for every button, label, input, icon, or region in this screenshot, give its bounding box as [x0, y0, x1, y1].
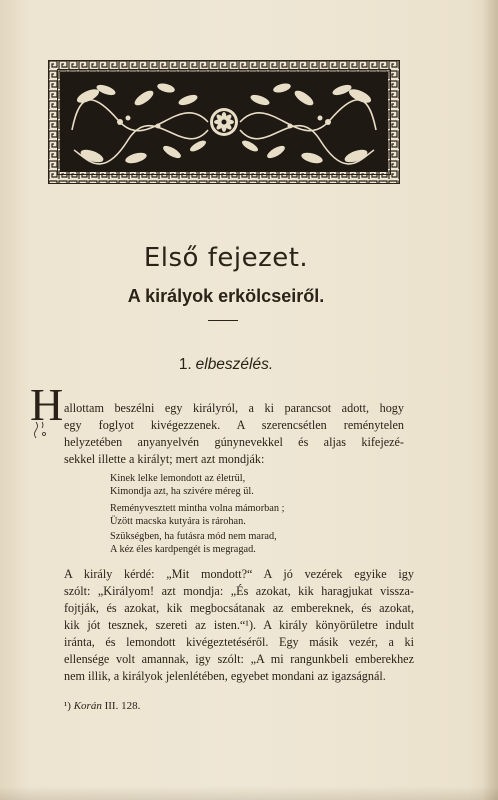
section-heading-text: elbeszélés.	[195, 356, 274, 373]
verse-line: Kinek lelke lemondott az életrül,	[110, 473, 246, 484]
verse-line: Szükségben, ha futásra mód nem marad,	[110, 531, 277, 542]
paragraph-1-line: egy foglyot kivégezzenek. A szerencsétlen reménytelen	[64, 418, 404, 432]
paragraph-2-line: ellensége volt amannak, igy szólt: „A mi rangunkbeli emberekhez	[64, 652, 414, 666]
paragraph-2-line: nem illik, a királyok jelenlétében, egyebet mondani az igazságnál.	[64, 669, 386, 683]
paragraph-1-line: allottam beszélni egy királyról, a ki parancsot adott, hogy	[64, 401, 404, 415]
chapter-subtitle: A királyok erkölcseiről.	[127, 286, 325, 306]
paragraph-1-line: helyzetében anyanyelvén gúnynevekkel és aljas kifejezé-	[64, 435, 404, 449]
floral-headpiece-ornament	[48, 60, 400, 184]
paragraph-2-line: kik jót tesznek, szereti az isten.“¹). A király könyörületre indult	[64, 618, 414, 632]
verse-stanza-1	[110, 472, 410, 498]
verse-line: Üzött macska kutyára is rárohan.	[110, 516, 246, 527]
footnote	[64, 700, 140, 712]
dropcap-glyph: H	[30, 379, 64, 430]
dropcap-letter	[30, 378, 64, 440]
footnote-ref: III. 128.	[104, 700, 141, 712]
section-heading	[0, 356, 452, 374]
footnote-source: Korán	[73, 700, 102, 712]
verse-stanza-2	[110, 502, 410, 528]
chapter-title: Első fejezet.	[143, 243, 309, 273]
title-divider	[208, 320, 238, 321]
paragraph-2-line: iránta, és lemondott kivégeztetéséről. Egy másik vezér, a ki	[64, 635, 414, 649]
paragraph-2-line: szólt: „Királyom! azt mondja: „És azokat, kik haragjukat vissza-	[64, 584, 414, 598]
verse-stanza-3	[110, 530, 410, 556]
footnote-mark: ¹)	[64, 700, 71, 712]
paragraph-2-line: A király kérdé: „Mit mondott?“ A jó vezérek egyike igy	[64, 567, 414, 581]
paragraph-1-line: sekkel illette a királyt; mert azt mondják:	[64, 452, 265, 466]
verse-line: Kimondja azt, ha szivére méreg ül.	[110, 486, 254, 497]
page-edge-shadow	[482, 0, 498, 800]
verse-line: Reményvesztett mintha volna mámorban ;	[110, 503, 285, 514]
verse-line: A kéz éles kardpengét is megragad.	[110, 544, 256, 555]
page-bottom-shadow	[0, 786, 498, 800]
paragraph-2-line: fojtják, és azokat, kik megbocsátanak az embereknek, és azokat,	[64, 601, 414, 615]
paragraph-2	[64, 566, 414, 685]
section-number: 1.	[178, 356, 192, 373]
paragraph-1	[64, 400, 404, 468]
